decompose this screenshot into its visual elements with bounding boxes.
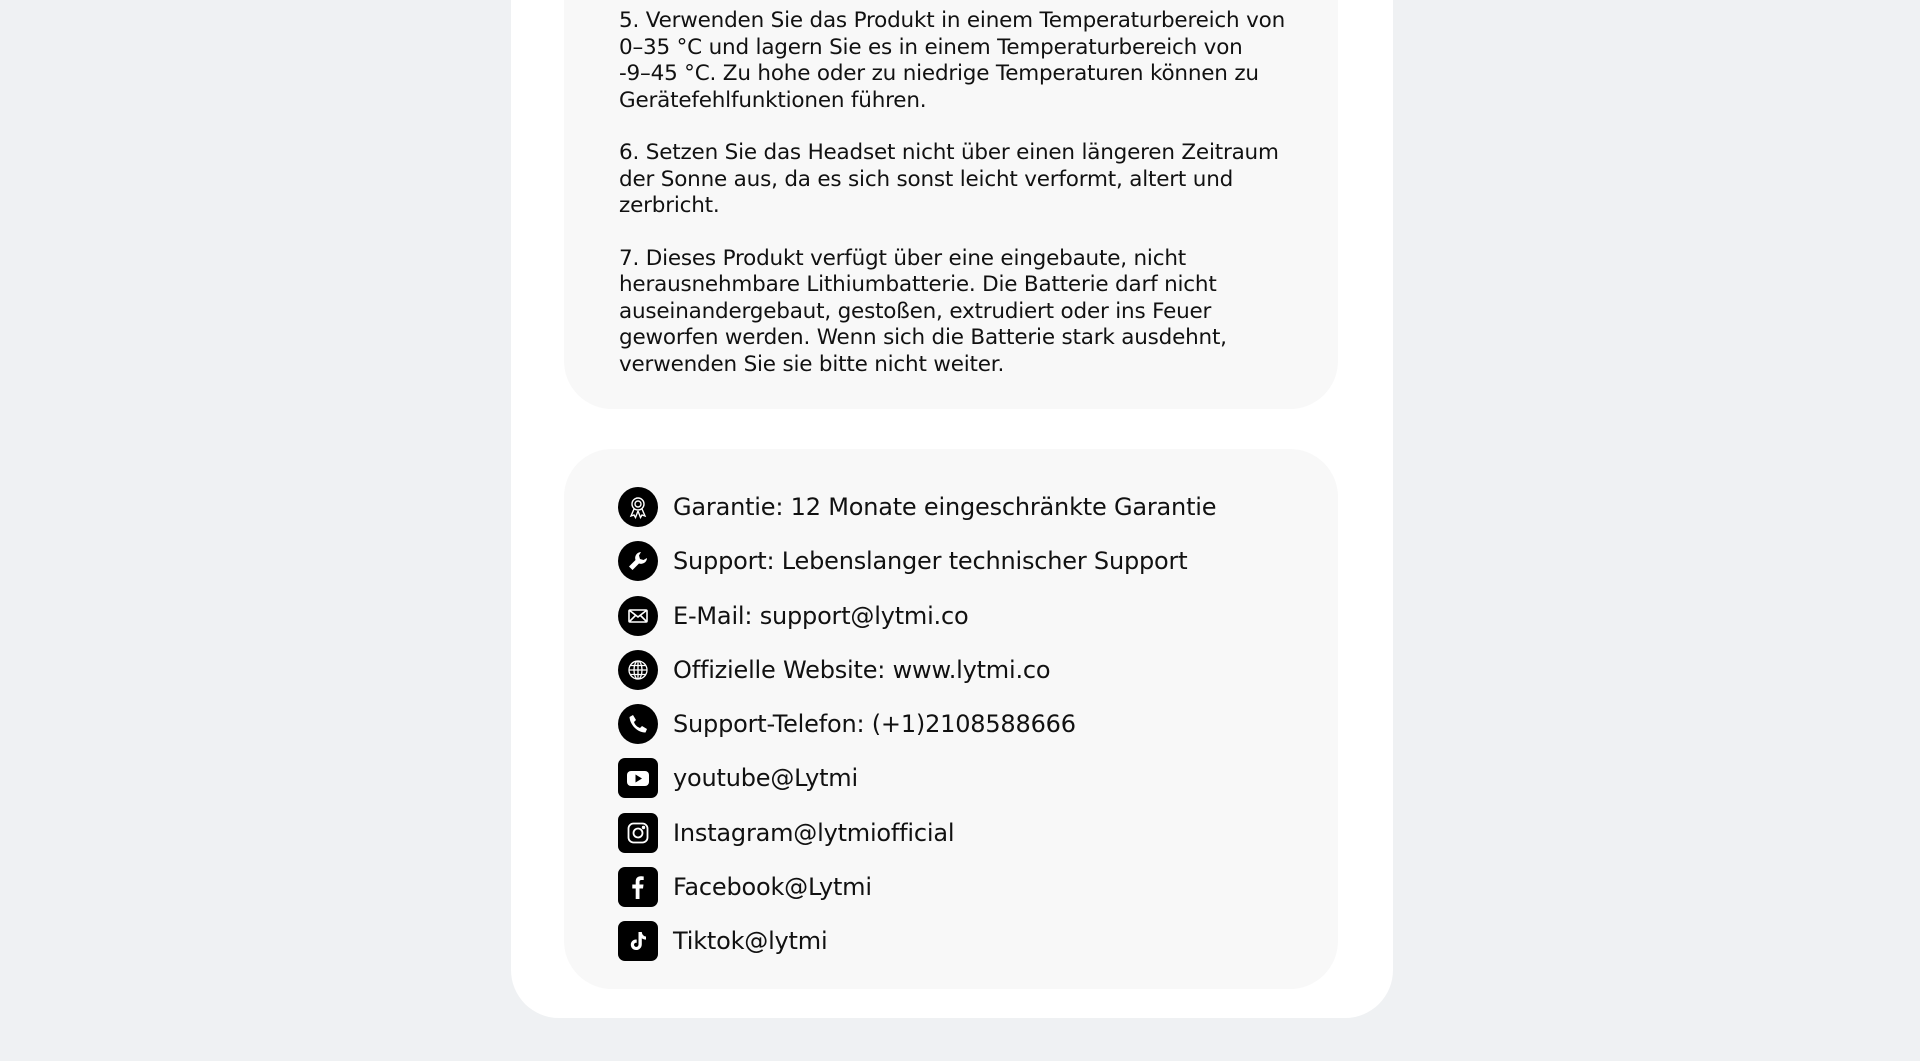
safety-note-7: 7. Dieses Produkt verfügt über eine eingebaute, nicht herausnehmbare Lithiumbatterie. Die Batterie darf nicht auseinandergebaut, gestoßen, extrudiert oder ins Feuer geworfen werden. Wenn sich die Batterie stark ausdehnt, verwenden Sie sie bitte nicht weiter. xyxy=(619,245,1227,377)
contact-text[interactable]: Support-Telefon: (+1)2108588666 xyxy=(673,710,1076,739)
contact-panel xyxy=(564,449,1338,989)
phone-icon xyxy=(618,704,658,744)
safety-note-6: 6. Setzen Sie das Headset nicht über einen längeren Zeitraum der Sonne aus, da es sich sonst leicht verformt, altert und zerbricht. xyxy=(619,140,1279,218)
contact-text[interactable]: youtube@Lytmi xyxy=(673,764,858,793)
contact-item-youtube[interactable] xyxy=(618,758,1216,798)
safety-notes-panel xyxy=(564,0,1338,409)
award-icon xyxy=(618,487,658,527)
contact-item-phone[interactable] xyxy=(618,704,1216,744)
contact-item-tiktok[interactable] xyxy=(618,921,1216,961)
contact-item-instagram[interactable] xyxy=(618,813,1216,853)
tiktok-icon xyxy=(618,921,658,961)
globe-icon xyxy=(618,650,658,690)
mail-icon xyxy=(618,596,658,636)
contact-text: Support: Lebenslanger technischer Support xyxy=(673,547,1188,576)
contact-text[interactable]: Tiktok@lytmi xyxy=(673,927,828,956)
contact-item-warranty xyxy=(618,487,1216,527)
safety-note-5: 5. Verwenden Sie das Produkt in einem Temperaturbereich von 0–35 °C und lagern Sie es in einem Temperaturbereich von -9–45 °C. Zu hohe oder zu niedrige Temperaturen können zu Gerätefehlfunktionen führen. xyxy=(619,8,1285,113)
contact-list xyxy=(618,487,1216,976)
wrench-icon xyxy=(618,541,658,581)
contact-text[interactable]: Facebook@Lytmi xyxy=(673,873,872,902)
contact-text[interactable]: Offizielle Website: www.lytmi.co xyxy=(673,655,1051,684)
contact-text[interactable]: Instagram@lytmiofficial xyxy=(673,818,955,847)
facebook-icon xyxy=(618,867,658,907)
contact-item-website[interactable] xyxy=(618,650,1216,690)
youtube-icon xyxy=(618,758,658,798)
contact-item-facebook[interactable] xyxy=(618,867,1216,907)
contact-text: Garantie: 12 Monate eingeschränkte Garantie xyxy=(673,493,1217,521)
contact-item-email[interactable] xyxy=(618,596,1216,636)
contact-item-support xyxy=(618,541,1216,581)
instagram-icon xyxy=(618,813,658,853)
contact-text[interactable]: E-Mail: support@lytmi.co xyxy=(673,601,969,630)
